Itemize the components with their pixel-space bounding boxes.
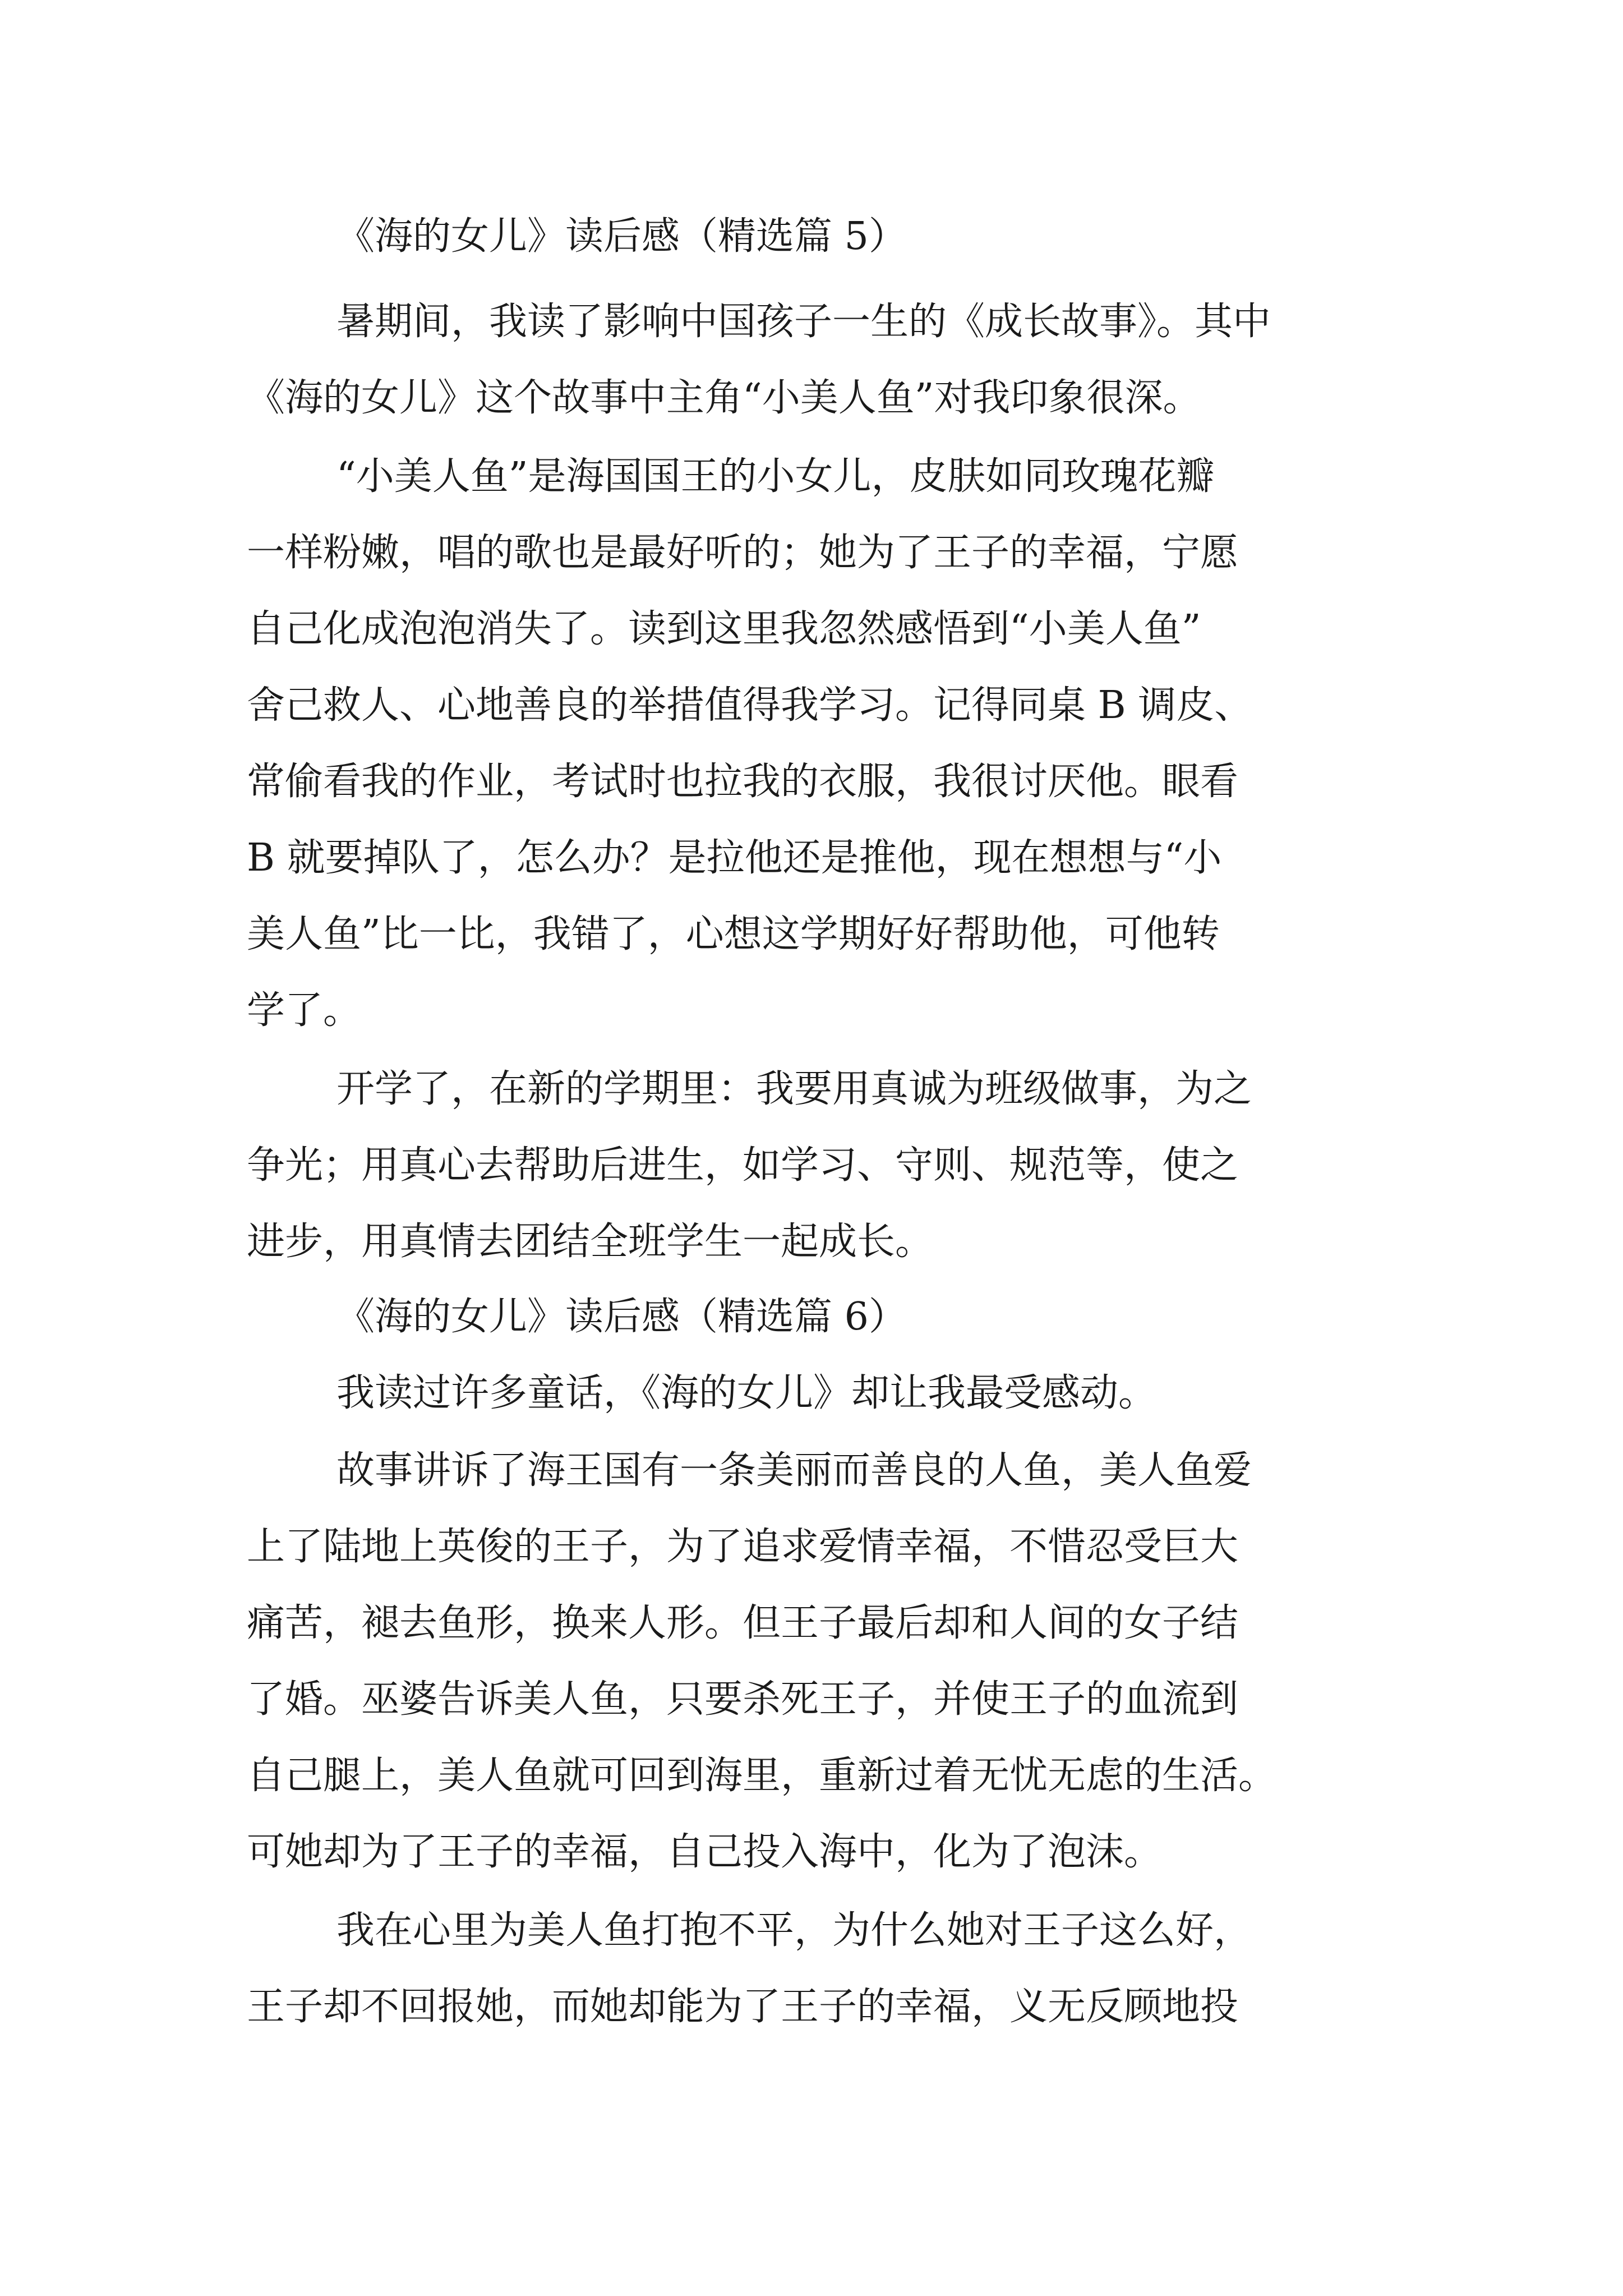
paragraph-line: 王子却不回报她，而她却能为了王子的幸福，义无反顾地投 bbox=[247, 1985, 1239, 2029]
paragraph-line: “小美人鱼”是海国国王的小女儿，皮肤如同玫瑰花瓣 bbox=[336, 454, 1215, 499]
paragraph-line: 美人鱼”比一比，我错了，心想这学期好好帮助他，可他转 bbox=[247, 912, 1220, 956]
paragraph-line: 故事讲诉了海王国有一条美丽而善良的人鱼，美人鱼爱 bbox=[336, 1448, 1252, 1493]
paragraph-line: 常偷看我的作业，考试时也拉我的衣服，我很讨厌他。眼看 bbox=[247, 760, 1239, 804]
paragraph-line: 自己化成泡泡消失了。读到这里我忽然感悟到“小美人鱼” bbox=[247, 607, 1201, 651]
paragraph-line: 开学了，在新的学期里：我要用真诚为班级做事，为之 bbox=[336, 1067, 1252, 1111]
paragraph-line: 舍己救人、心地善良的举措值得我学习。记得同桌 B 调皮、 bbox=[247, 683, 1253, 728]
section-title-6: 《海的女儿》读后感（精选篇 6） bbox=[336, 1295, 907, 1339]
paragraph-line: 自己腿上，美人鱼就可回到海里，重新过着无忧无虑的生活。 bbox=[247, 1754, 1277, 1798]
paragraph-line: 我读过许多童话，《海的女儿》却让我最受感动。 bbox=[336, 1371, 1157, 1415]
paragraph-line: 《海的女儿》这个故事中主角“小美人鱼”对我印象很深。 bbox=[247, 376, 1201, 420]
paragraph-line: 学了。 bbox=[247, 988, 362, 1033]
paragraph-line: 了婚。巫婆告诉美人鱼，只要杀死王子，并使王子的血流到 bbox=[247, 1677, 1239, 1722]
paragraph-line: 我在心里为美人鱼打抱不平，为什么她对王子这么好， bbox=[336, 1908, 1252, 1953]
paragraph-line: 一样粉嫩，唱的歌也是最好听的；她为了王子的幸福，宁愿 bbox=[247, 531, 1239, 575]
paragraph-line: 暑期间，我读了影响中国孩子一生的《成长故事》。其中 bbox=[336, 300, 1271, 344]
section-title-5: 《海的女儿》读后感（精选篇 5） bbox=[336, 214, 907, 259]
paragraph-line: 痛苦，褪去鱼形，换来人形。但王子最后却和人间的女子结 bbox=[247, 1601, 1239, 1645]
paragraph-line: 可她却为了王子的幸福，自己投入海中，化为了泡沫。 bbox=[247, 1830, 1163, 1874]
paragraph-line: B 就要掉队了，怎么办？是拉他还是推他，现在想想与“小 bbox=[247, 836, 1222, 880]
paragraph-line: 进步，用真情去团结全班学生一起成长。 bbox=[247, 1220, 934, 1264]
paragraph-line: 争光；用真心去帮助后进生，如学习、守则、规范等，使之 bbox=[247, 1143, 1239, 1188]
paragraph-line: 上了陆地上英俊的王子，为了追求爱情幸福，不惜忍受巨大 bbox=[247, 1525, 1239, 1569]
